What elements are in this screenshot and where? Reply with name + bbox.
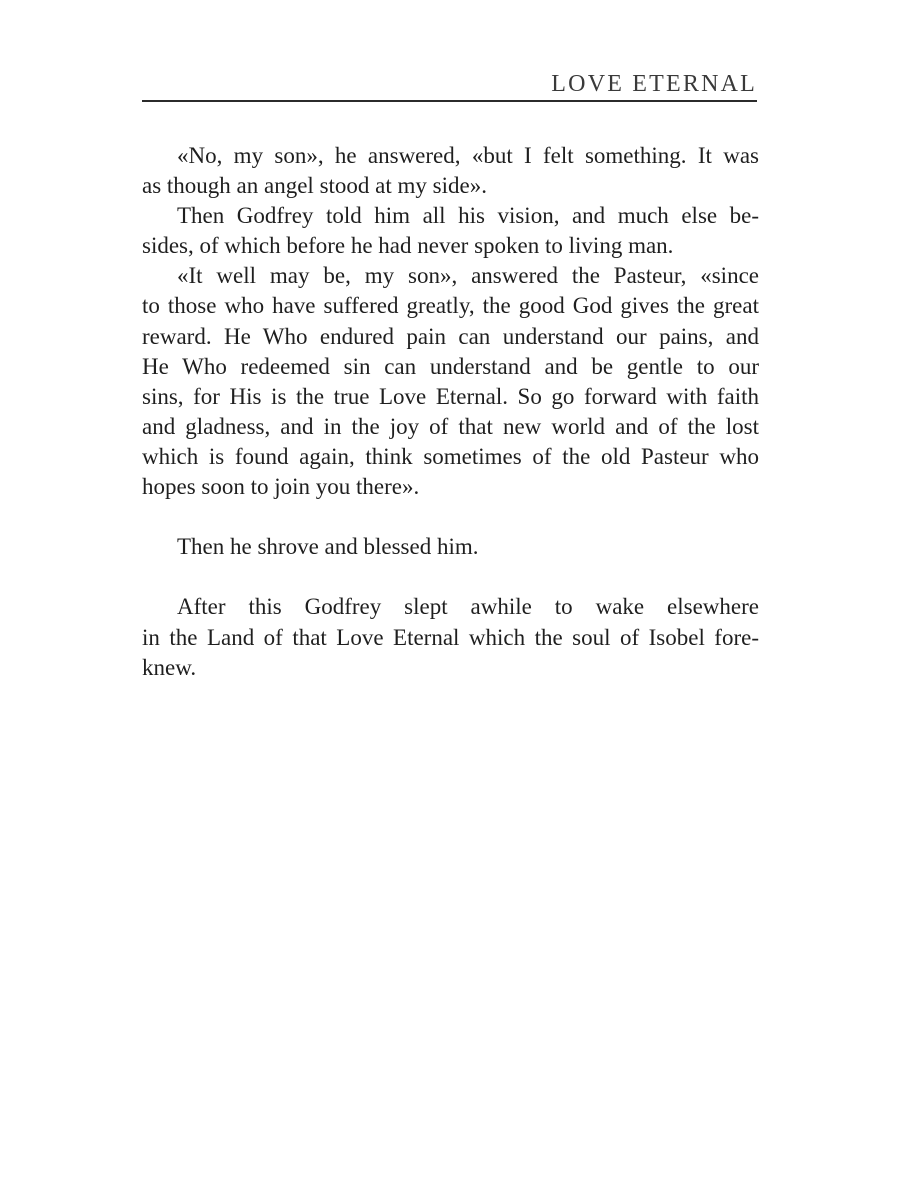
- body-text: [142, 141, 759, 683]
- text-line: which is found again, think sometimes of the old Pasteur who: [142, 443, 759, 469]
- text-line: «No, my son», he answered, «but I felt something. It was: [177, 143, 759, 168]
- text-line: He Who redeemed sin can understand and be gentle to our: [142, 353, 759, 379]
- text-line: knew.: [142, 654, 197, 680]
- text-line: reward. He Who endured pain can understand our pains, and: [142, 323, 759, 349]
- header-rule: [142, 100, 757, 102]
- text-line: as though an angel stood at my side».: [142, 173, 487, 199]
- text-line: hopes soon to join you there».: [142, 474, 420, 500]
- text-line: «It well may be, my son», answered the Pasteur, «since: [177, 263, 759, 289]
- running-title: LOVE ETERNAL: [551, 71, 757, 97]
- paragraph: [142, 532, 759, 562]
- running-header: [142, 64, 757, 104]
- text-line: Then Godfrey told him all his vision, and much else be-: [177, 203, 759, 229]
- text-line: and gladness, and in the joy of that new world and of the lost: [142, 413, 759, 439]
- paragraph: [142, 261, 759, 502]
- text-line: sides, of which before he had never spoken to living man.: [142, 233, 674, 259]
- text-line: Then he shrove and blessed him.: [177, 534, 479, 560]
- paragraph-gap: [142, 502, 759, 532]
- text-line: sins, for His is the true Love Eternal. So go forward with faith: [142, 383, 759, 409]
- text-line: to those who have suffered greatly, the good God gives the great: [142, 293, 759, 319]
- text-line: in the Land of that Love Eternal which the soul of Isobel fore-: [142, 624, 759, 650]
- paragraph: [142, 201, 759, 261]
- paragraph: [142, 592, 759, 682]
- paragraph-gap: [142, 562, 759, 592]
- text-line: After this Godfrey slept awhile to wake elsewhere: [177, 594, 759, 620]
- paragraph: [142, 141, 759, 201]
